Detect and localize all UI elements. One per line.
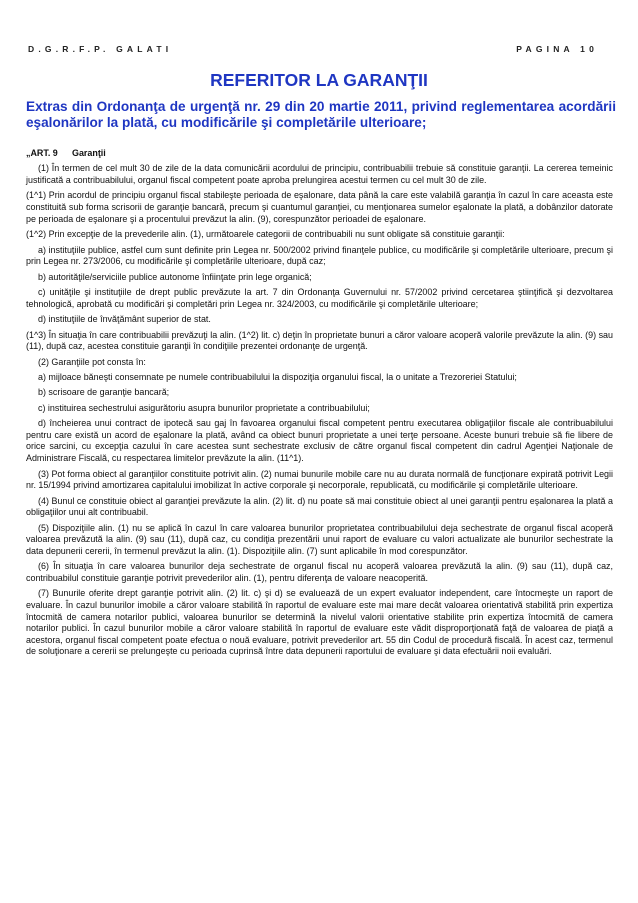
document-subtitle: Extras din Ordonanţa de urgenţă nr. 29 din 20 martie 2011, privind reglementarea acordării eşalonărilor la plată, cu modificările şi completările ulterioare;	[26, 99, 616, 130]
paragraph-1-2-b: b) autorităţile/serviciile publice autonome înfiinţate prin lege organică;	[38, 271, 312, 282]
article-title: Garanţii	[72, 148, 106, 158]
article-number: „ART. 9	[26, 148, 58, 158]
paragraph-6: (6) În situaţia în care valoarea bunurilor deja sechestrate de organul fiscal nu acoperă valoarea prevăzută la alin. (9) sau (11), după caz, contribuabilul constituie garanţie potrivit prevederilor alin. (1), pentru diferenţa de valoare neacoperită.	[26, 561, 613, 583]
paragraph-4: (4) Bunul ce constituie obiect al garanţiei prevăzute la alin. (2) lit. d) nu poate să mai constituie obiect al unei garanţii pentru eşalonarea la plată a obligaţiilor unui alt contribuabil.	[26, 495, 613, 518]
paragraph-2: (2) Garanţiile pot consta în:	[38, 356, 146, 367]
paragraph-2-c: c) instituirea sechestrului asigurătoriu asupra bunurilor proprietate a contribuabilului;	[38, 402, 370, 413]
paragraph-1-2-a: a) instituţiile publice, astfel cum sunt definite prin Legea nr. 500/2002 privind finanţele publice, cu modificările şi completările ulterioare, precum şi prin Legea nr. 273/2006, cu modificările şi completările ulterioare, după caz;	[26, 244, 613, 267]
paragraph-1-3: (1^3) În situaţia în care contribuabilii prevăzuţi la alin. (1^2) lit. c) deţin în proprietate bunuri a căror valoare acoperă valorile prevăzute la alin. (9) sau (11), după caz, acestea constituie garanţii în condiţiile prezentei ordonanţe de urgenţă.	[26, 329, 613, 352]
paragraph-1-2: (1^2) Prin excepţie de la prevederile alin. (1), următoarele categorii de contribuabili nu sunt obligate să constituie garanţii:	[26, 229, 505, 240]
paragraph-1-1: (1^1) Prin acordul de principiu organul fiscal stabileşte perioada de eşalonare, data până la care este valabilă garanţia în cazul în care aceasta este constituită sub forma scrisorii de garanţie bancară, precum şi cuantumul garanţiei, cu menţionarea sumelor eşalonate la plată, a dobânzilor datorate pe perioada de eşalonare şi a procentului prevăzut la alin. (9), corespunzător perioadei de eşalonare.	[26, 190, 613, 224]
paragraph-1: (1) În termen de cel mult 30 de zile de la data comunicării acordului de principiu, contribuabilii trebuie să constituie garanţii. La cererea temeinic justificată a contribuabilului, organul fiscal competent poate aproba prelungirea acestui termen cu cel mult 30 de zile.	[26, 163, 613, 186]
paragraph-3: (3) Pot forma obiect al garanţiilor constituite potrivit alin. (2) numai bunurile mobile care nu au durata normală de funcţionare expirată potrivit Legii nr. 15/1994 privind amortizarea capitalului imobilizat în active corporale şi necorporale, republicată, cu modificările şi completările ulterioare.	[26, 468, 613, 491]
paragraph-1-2-d: d) instituţiile de învăţământ superior de stat.	[38, 314, 211, 325]
header-page-number: PAGINA 10	[516, 44, 598, 54]
paragraph-2-d: d) încheierea unui contract de ipotecă sau gaj în favoarea organului fiscal competent pentru executarea obligaţiilor fiscale ale contribuabilului pentru care există un acord de eşalonare la plată, având ca obiect bunuri proprietate a unei terţe persoane. Aceste bunuri trebuie să fie libere de orice sarcini, cu excepţia cazului în care acestea sunt sechestrate exclusiv de către organul fiscal competent din cadrul Agenţiei Naţionale de Administrare Fiscală, cu respectarea limitelor prevăzute la alin. (11^1).	[26, 418, 613, 464]
paragraph-7: (7) Bunurile oferite drept garanţie potrivit alin. (2) lit. c) şi d) se evaluează de un expert evaluator independent, care întocmeşte un raport de evaluare. În cazul bunurilor imobile a căror valoare stabilită în raportul de evaluare este mai mare decât valoarea orientativă stabilită prin expertiza întocmită de camera notarilor publici, valoarea bunurilor se determină la nivelul valorii orientative stabilite prin expertiza întocmită de camera notarilor publici. În cazul bunurilor mobile a căror valoare stabilită în raportul de evaluare este vădit disproporţionată faţă de valoarea de piaţă a acestora, organul fiscal competent poate efectua o nouă evaluare, potrivit prevederilor art. 55 din Codul de procedură fiscală. În acest caz, termenul de soluţionare a cererii se prelungeşte cu perioada cuprinsă între data depunerii raportului de evaluare şi data efectuării noii evaluări.	[26, 588, 613, 657]
article-heading	[26, 148, 613, 160]
header-agency: D.G.R.F.P. GALATI	[28, 44, 173, 54]
paragraph-2-b: b) scrisoare de garanţie bancară;	[38, 387, 170, 398]
paragraph-2-a: a) mijloace băneşti consemnate pe numele contribuabilului la dispoziţia organului fiscal, la o unitate a Trezoreriei Statului;	[38, 371, 517, 382]
document-title: REFERITOR LA GARANŢII	[210, 70, 428, 90]
paragraph-5: (5) Dispoziţiile alin. (1) nu se aplică în cazul în care valoarea bunurilor proprietatea contribuabilului deja sechestrate de organul fiscal acoperă valoarea prevăzută la alin. (9) sau (11), după caz, cu condiţia prezentării unui raport de evaluare cu valori actualizate ale bunurilor sechestrate la data depunerii cererii, în termenul prevăzut la alin. (1). Dispoziţiile alin. (7) sunt aplicabile în mod corespunzător.	[26, 522, 613, 556]
document-body	[26, 148, 613, 658]
paragraph-1-2-c: c) unităţile şi instituţiile de drept public prevăzute la art. 7 din Ordonanţa Guvernului nr. 57/2002 privind cercetarea ştiinţifică şi dezvoltarea tehnologică, aprobată cu modificări şi completări prin Legea nr. 324/2003, cu modificările şi completările ulterioare;	[26, 287, 613, 309]
